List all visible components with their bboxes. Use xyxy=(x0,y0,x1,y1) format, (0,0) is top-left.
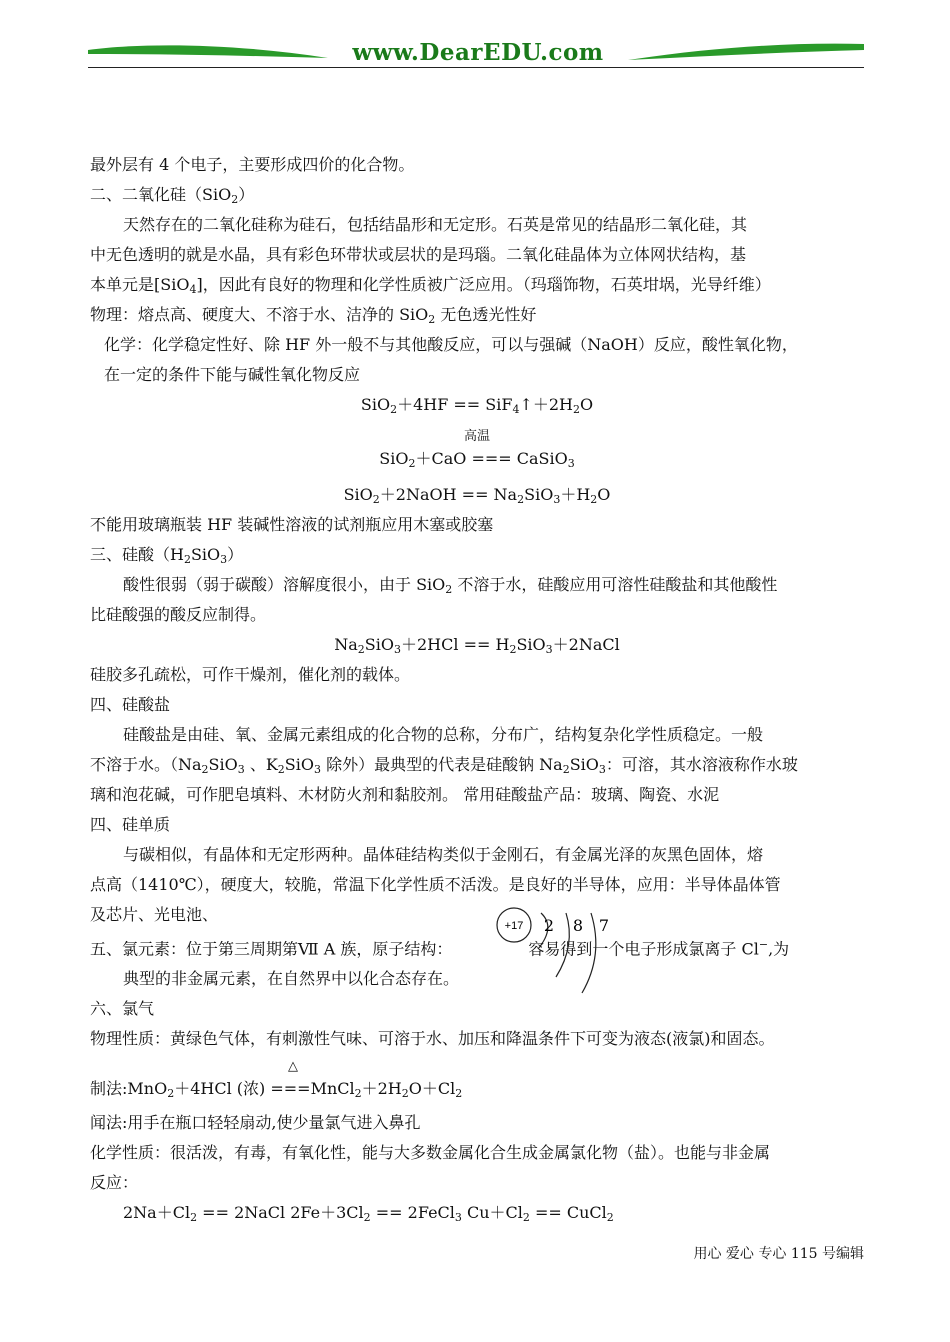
note-line: 不能用玻璃瓶装 HF 装碱性溶液的试剂瓶应用木塞或胶塞 xyxy=(90,515,494,534)
page-footer: 用心 爱心 专心 115 号编辑 xyxy=(693,1246,864,1262)
paragraph-line: 不溶于水。（$Na_2SiO_3$ 、$K_2SiO_3$ 除外）最典型的代表是硅酸钠 $Na_2SiO_3$：可溶，其水溶液称作水玻 xyxy=(90,755,798,776)
shell-electron-count: 8 xyxy=(572,916,584,935)
chemical-properties: 在一定的条件下能与碱性氧化物反应 xyxy=(104,365,361,384)
paragraph-line: 中无色透明的就是水晶，具有彩色环带状或层状的是玛瑙。二氧化硅晶体为立体网状结构，基 xyxy=(90,245,747,264)
section-heading-h2sio3: 三、硅酸$(H_2SiO_3)$ xyxy=(90,545,244,566)
section-heading-chlorine: 五、氯元素：位于第三周期第Ⅶ A 族，原子结构： 容易得到一个电子形成氯离子 Cl−,为 xyxy=(90,938,790,959)
paragraph-line: 点高（1410℃），硬度大，较脆，常温下化学性质不活泼。是良好的半导体，应用：半导体晶体管 xyxy=(90,875,781,894)
header-rule xyxy=(88,67,864,68)
paragraph-line: 天然存在的二氧化硅称为硅石，包括结晶形和无定形。石英是常见的结晶形二氧化硅，其 xyxy=(123,215,748,234)
chemical-properties-cl2: 化学性质：很活泼，有毒，有氧化性，能与大多数金属化合生成金属氯化物（盐）。也能与非金属 xyxy=(90,1143,771,1163)
paragraph-line: 硅酸盐是由硅、氧、金属元素组成的化合物的总称，分布广，结构复杂化学性质稳定。一般 xyxy=(123,725,764,744)
physical-properties-cl2: 物理性质：黄绿色气体，有刺激性气味、可溶于水、加压和降温条件下可变为液态(液氯)和固态。 xyxy=(90,1029,775,1049)
section-heading-sio2: 二、二氧化硅（SiO$_2$） xyxy=(90,185,255,206)
document-body xyxy=(90,150,864,1228)
electron-shell-3-icon xyxy=(582,913,596,993)
text-line: 硅胶多孔疏松，可作干燥剂，催化剂的载体。 xyxy=(90,665,411,684)
paragraph-line: 典型的非金属元素，在自然界中以化合态存在。 xyxy=(123,969,460,989)
smell-method: 闻法:用手在瓶口轻轻扇动,使少量氯气进入鼻孔 xyxy=(90,1113,421,1133)
equation-cao: SiO$_2$＋CaO === CaSiO$_3$ xyxy=(379,449,575,470)
equation-hcl: $Na_2SiO_3+2HCl$ == $H_2SiO_3+2NaCl$ xyxy=(334,635,620,656)
reaction-condition: 高温 xyxy=(463,429,490,444)
chemical-properties: 化学：化学稳定性好、除 HF 外一般不与其他酸反应，可以与强碱（NaOH）反应，酸性氧化物， xyxy=(104,335,798,354)
physical-properties: 物理：熔点高、硬度大、不溶于水、洁净的 SiO$_2$ 无色透光性好 xyxy=(90,305,537,326)
page-header xyxy=(88,34,864,74)
text-line: 最外层有 4 个电子，主要形成四价的化合物。 xyxy=(90,155,415,174)
site-logo[interactable]: www.DearEDU.com xyxy=(352,39,604,66)
paragraph-line: 本单元是[SiO$_4$]，因此有良好的物理和化学性质被广泛应用。（玛瑙饰物，石英坩埚，光导纤维） xyxy=(90,275,771,296)
paragraph-line: 及芯片、光电池、 xyxy=(90,905,219,924)
paragraph-line: 与碳相似，有晶体和无定形两种。晶体硅结构类似于金刚石，有金属光泽的灰黑色固体，熔 xyxy=(123,845,764,864)
shell-electron-count: 2 xyxy=(543,916,555,935)
equation-hf: $SiO_2+4HF == SiF_4↑+2H_2O$ xyxy=(360,395,594,416)
section-heading-chlorine-gas: 六、氯气 xyxy=(90,999,155,1019)
paragraph-line: 酸性很弱（弱于碳酸）溶解度很小，由于 SiO$_2$ 不溶于水，硅酸应用可溶性硅酸盐和其他酸性 xyxy=(123,575,778,596)
section-heading-silicon: 四、硅单质 xyxy=(90,815,171,834)
equation-metals: $2Na+Cl_2$ == 2NaCl $2Fe+3Cl_2$ == 2FeCl$_3$ $Cu+Cl_2$ == CuCl$_2$ xyxy=(123,1203,614,1225)
paragraph-line: 比硅酸强的酸反应制得。 xyxy=(90,605,267,624)
preparation-equation: 制法:MnO$_2$＋4HCl (浓) $===MnCl_2+2H_2O+Cl_2$ xyxy=(90,1079,463,1101)
section-heading-silicate: 四、硅酸盐 xyxy=(90,695,171,714)
equation-naoh: SiO$_2$＋2NaOH == $Na_2SiO_3+H_2O$ xyxy=(343,485,611,506)
chlorine-atom-diagram xyxy=(494,905,614,995)
paragraph-line: 璃和泡花碱，可作肥皂填料、木材防火剂和黏胶剂。 常用硅酸盐产品：玻璃、陶瓷、水泥 xyxy=(90,785,720,804)
nucleus-charge: +17 xyxy=(504,920,524,932)
reaction-condition-heat: △ xyxy=(288,1059,298,1075)
shell-electron-count: 7 xyxy=(598,916,610,935)
chemical-properties-cl2: 反应： xyxy=(90,1173,139,1193)
electron-shell-2-icon xyxy=(556,913,569,977)
